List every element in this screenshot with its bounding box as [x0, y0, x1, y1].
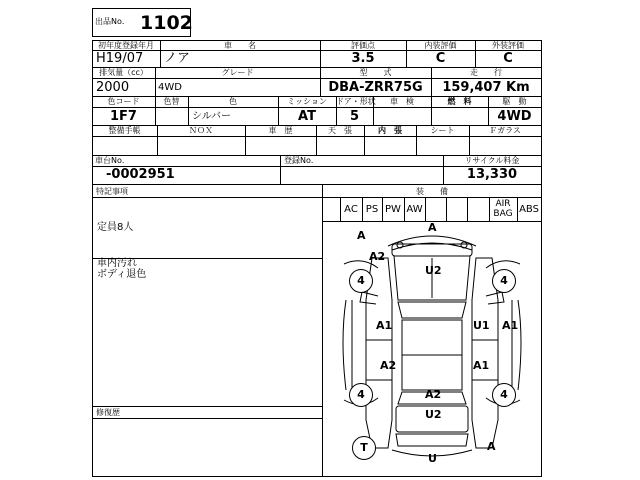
damage-mark: A2 [380, 359, 397, 372]
drive-value: 4WD [497, 109, 532, 124]
damage-mark: U [428, 452, 437, 465]
color-swap-label: 色替 [163, 97, 180, 106]
sunroof-label: 天 張 [328, 126, 352, 135]
recycle-fee-label: リサイクル料金 [464, 156, 520, 165]
exterior-score-value: C [503, 51, 513, 66]
transmission-value: AT [298, 109, 316, 124]
recycle-fee-value: 13,330 [466, 167, 518, 182]
damage-mark: U2 [425, 264, 442, 277]
damage-mark: A [428, 221, 437, 234]
doors-value: 5 [349, 109, 360, 124]
special-notes-label: 特記事項 [96, 187, 128, 196]
note-line: 定員8人 [97, 222, 134, 233]
damage-mark: A [487, 440, 496, 453]
year-value: H19/07 [96, 51, 144, 66]
note-line: ボディ退色 [97, 269, 147, 280]
model-label: 型 式 [359, 68, 392, 77]
lot-number-label: 出品No． [95, 17, 130, 26]
displacement-label: 排気量（cc） [99, 68, 148, 77]
damage-mark: A2 [369, 250, 386, 263]
doors-label: ドア・形状 [336, 97, 376, 106]
equipment-label: 装 備 [416, 187, 448, 196]
interior-score-value: C [435, 51, 446, 66]
equipment-abs: ABS [519, 204, 539, 215]
grade-value: 4WD [158, 82, 182, 93]
model-value: DBA-ZRR75G [328, 80, 423, 95]
damage-mark: U1 [473, 319, 490, 332]
color-label: 色 [229, 97, 237, 106]
seat-label: シート [430, 126, 455, 135]
mileage-value: 159,407 Km [442, 80, 530, 95]
nox-label: ＮＯＸ [189, 126, 213, 135]
history-label: 車 歴 [268, 126, 293, 135]
note-line: 車内汚れ [97, 258, 137, 269]
chassis-number-value: -0002951 [106, 167, 175, 182]
mileage-label: 走 行 [470, 68, 502, 77]
displacement-value: 2000 [96, 80, 130, 95]
drive-label: 駆 動 [502, 97, 527, 106]
damage-mark: A2 [425, 388, 442, 401]
interior-score-label: 内装評価 [424, 41, 457, 50]
color-code-label: 色コード [107, 97, 140, 106]
car-name-value: ノア [164, 51, 191, 66]
repair-history-label: 修復歴 [96, 408, 120, 417]
damage-circle: 4 [492, 269, 516, 293]
maintenance-label: 整備手帳 [108, 126, 141, 135]
car-name-label: 車 名 [224, 41, 256, 50]
equipment-ac: AC [344, 204, 358, 215]
grade-label: グレード [221, 68, 254, 77]
damage-circle: 4 [349, 269, 373, 293]
damage-mark: A [357, 229, 366, 242]
registration-number-label: 登録No． [284, 156, 319, 165]
score-value: 3.5 [351, 51, 375, 66]
fuel-label: 燃 料 [447, 97, 472, 106]
transmission-label: ミッション [287, 97, 327, 106]
color-code-value: 1F7 [110, 109, 137, 124]
damage-circle: 4 [492, 383, 516, 407]
damage-mark: A1 [473, 359, 490, 372]
equipment-airbag: AIR BAG [493, 199, 513, 219]
color-value: シルバー [192, 111, 232, 122]
damage-circle: T [352, 436, 376, 460]
equipment-aw: AW [406, 204, 423, 215]
equipment-ps: PS [365, 204, 379, 215]
score-label: 評価点 [351, 41, 375, 50]
equipment-pw: PW [385, 204, 401, 215]
damage-mark: A1 [502, 319, 519, 332]
inspection-label: 車 検 [390, 97, 414, 106]
lot-number: 1102 [140, 12, 193, 34]
damage-circle: 4 [349, 383, 373, 407]
damage-mark: A1 [376, 319, 393, 332]
damage-mark: U2 [425, 408, 442, 421]
interior-lining-label: 内 張 [378, 126, 402, 135]
exterior-score-label: 外装評価 [492, 41, 524, 50]
front-glass-label: Ｆガラス [489, 126, 521, 135]
year-label: 初年度登録年月 [98, 41, 154, 50]
chassis-number-label: 車台No． [95, 156, 130, 165]
